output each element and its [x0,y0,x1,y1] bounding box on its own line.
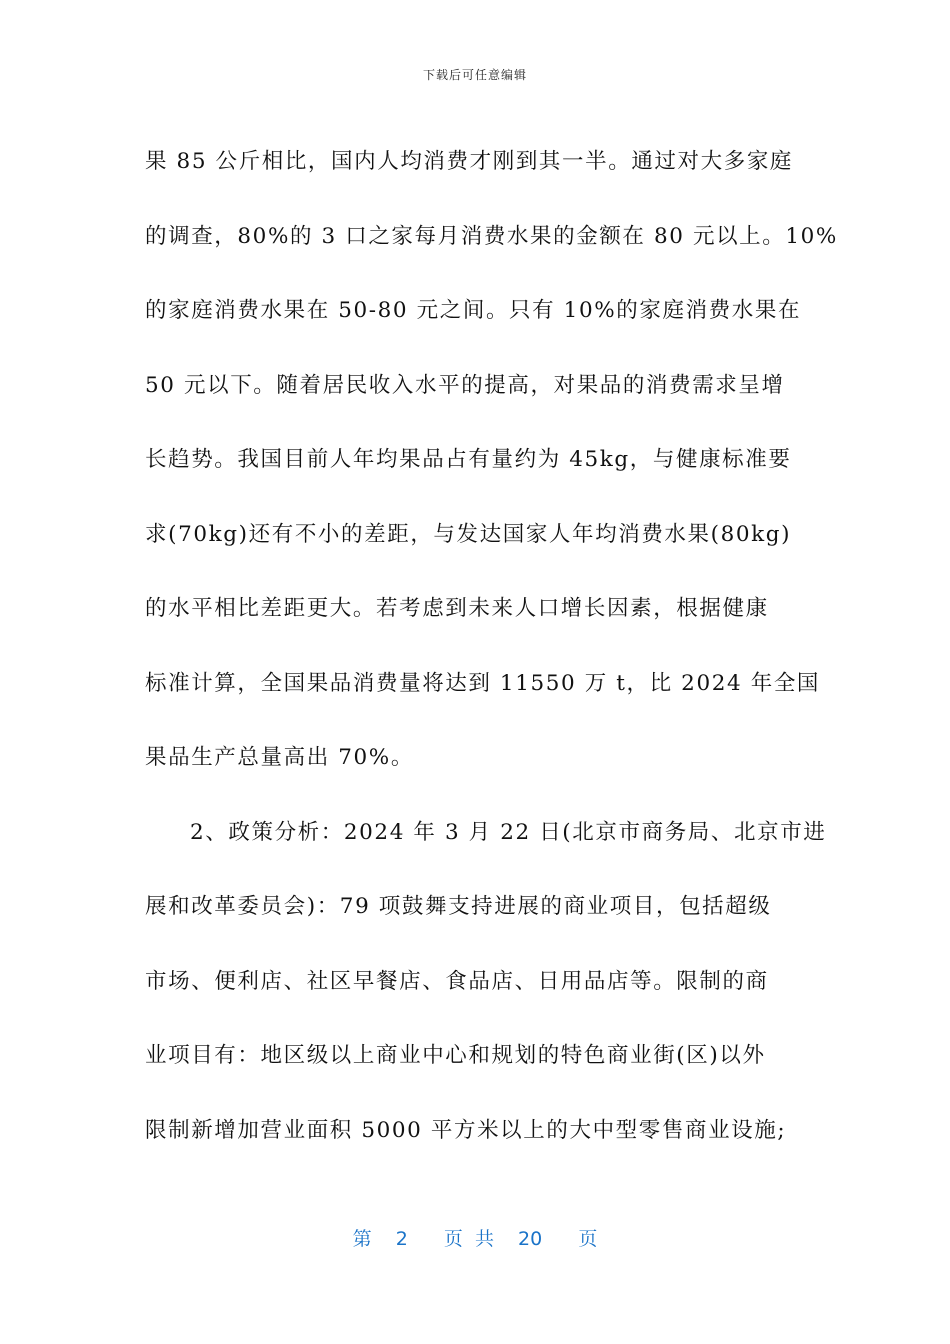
text-line: 长趋势。我国目前人年均果品占有量约为 45kg，与健康标准要 [145,447,792,472]
document-body [145,125,838,1168]
text-line: 果品生产总量高出 70%。 [145,745,414,770]
text-line: 果 85 公斤相比，国内人均消费才刚到其一半。通过对大多家庭 [145,149,794,174]
text-line: 标准计算，全国果品消费量将达到 11550 万 t，比 2024 年全国 [145,670,821,696]
text-line: 业项目有：地区级以上商业中心和规划的特色商业街(区)以外 [145,1043,766,1068]
header-note: 下载后可任意编辑 [422,68,527,82]
text-line: 50 元以下。随着居民收入水平的提高，对果品的消费需求呈增 [145,372,785,398]
text-line: 的家庭消费水果在 50-80 元之间。只有 10%的家庭消费水果在 [145,298,802,323]
text-line: 限制新增加营业面积 5000 平方米以上的大中型零售商业设施; [145,1117,787,1143]
text-line: 市场、便利店、社区早餐店、食品店、日用品店等。限制的商 [145,968,769,994]
text-line: 的水平相比差距更大。若考虑到未来人口增长因素，根据健康 [145,596,769,621]
text-line: 展和改革委员会)：79 项鼓舞支持进展的商业项目，包括超级 [145,894,772,919]
paragraph-start-line: 2、政策分析：2024 年 3 月 22 日(北京市商务局、北京市进 [190,819,827,845]
page-footer [0,1224,950,1251]
text-line: 的调查，80%的 3 口之家每月消费水果的金额在 80 元以上。10% [145,223,838,249]
page-number-label: 第 2 页 共 20 页 [352,1228,598,1250]
text-line: 求(70kg)还有不小的差距，与发达国家人年均消费水果(80kg) [145,521,792,547]
